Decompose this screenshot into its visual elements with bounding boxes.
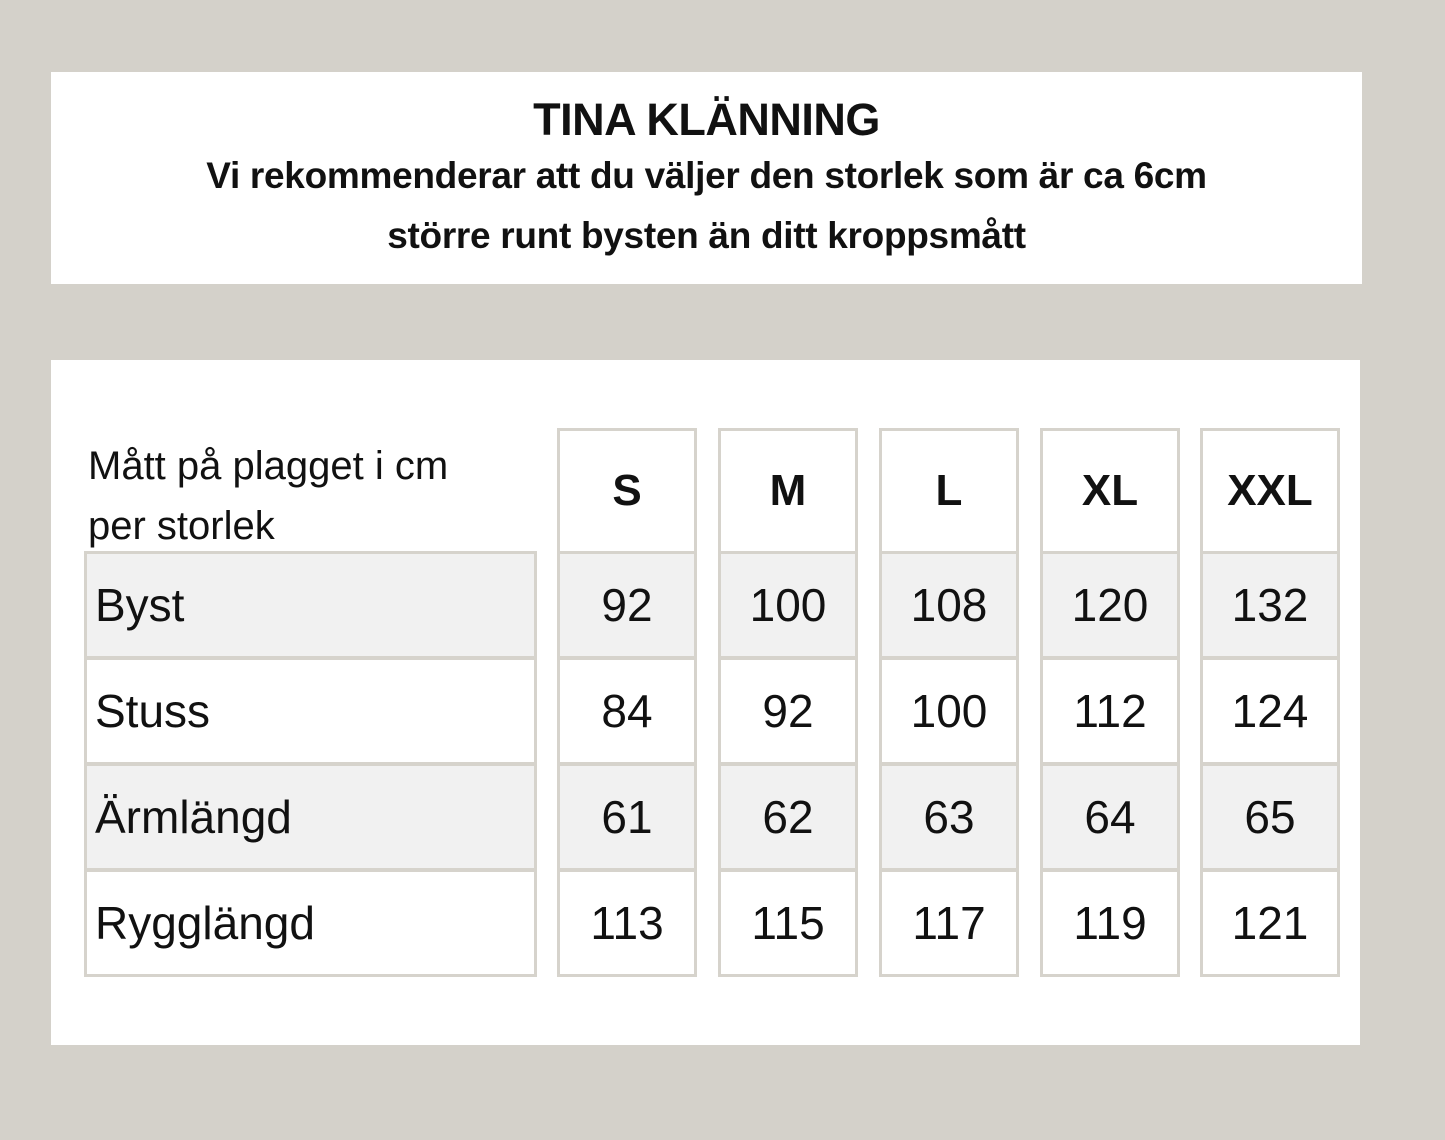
table-cell: 63 (879, 763, 1019, 871)
table-cell: 117 (879, 869, 1019, 977)
corner-label-line-2: per storlek (88, 504, 275, 548)
size-header-l: L (879, 428, 1019, 554)
table-cell: 64 (1040, 763, 1180, 871)
row-label: Ärmlängd (84, 763, 537, 871)
size-header-xl: XL (1040, 428, 1180, 554)
table-cell: 132 (1200, 551, 1340, 659)
table-cell: 124 (1200, 657, 1340, 765)
table-cell: 121 (1200, 869, 1340, 977)
recommendation-line-1: Vi rekommenderar att du väljer den storlek som är ca 6cm (206, 155, 1207, 196)
table-cell: 62 (718, 763, 858, 871)
table-cell: 108 (879, 551, 1019, 659)
table-cell: 100 (879, 657, 1019, 765)
table-cell: 115 (718, 869, 858, 977)
product-title: TINA KLÄNNING (533, 94, 880, 145)
table-cell: 92 (557, 551, 697, 659)
table-cell: 113 (557, 869, 697, 977)
table-cell: 92 (718, 657, 858, 765)
corner-label-line-1: Mått på plagget i cm (88, 444, 449, 488)
size-header-s: S (557, 428, 697, 554)
recommendation-line-2: större runt bysten än ditt kroppsmått (387, 215, 1026, 256)
row-label: Stuss (84, 657, 537, 765)
table-cell: 65 (1200, 763, 1340, 871)
corner-label (88, 436, 448, 556)
table-cell: 84 (557, 657, 697, 765)
table-cell: 61 (557, 763, 697, 871)
header-box (51, 72, 1362, 284)
size-header-m: M (718, 428, 858, 554)
table-cell: 119 (1040, 869, 1180, 977)
row-label: Byst (84, 551, 537, 659)
size-header-xxl: XXL (1200, 428, 1340, 554)
table-cell: 120 (1040, 551, 1180, 659)
row-label: Rygglängd (84, 869, 537, 977)
table-cell: 100 (718, 551, 858, 659)
table-cell: 112 (1040, 657, 1180, 765)
